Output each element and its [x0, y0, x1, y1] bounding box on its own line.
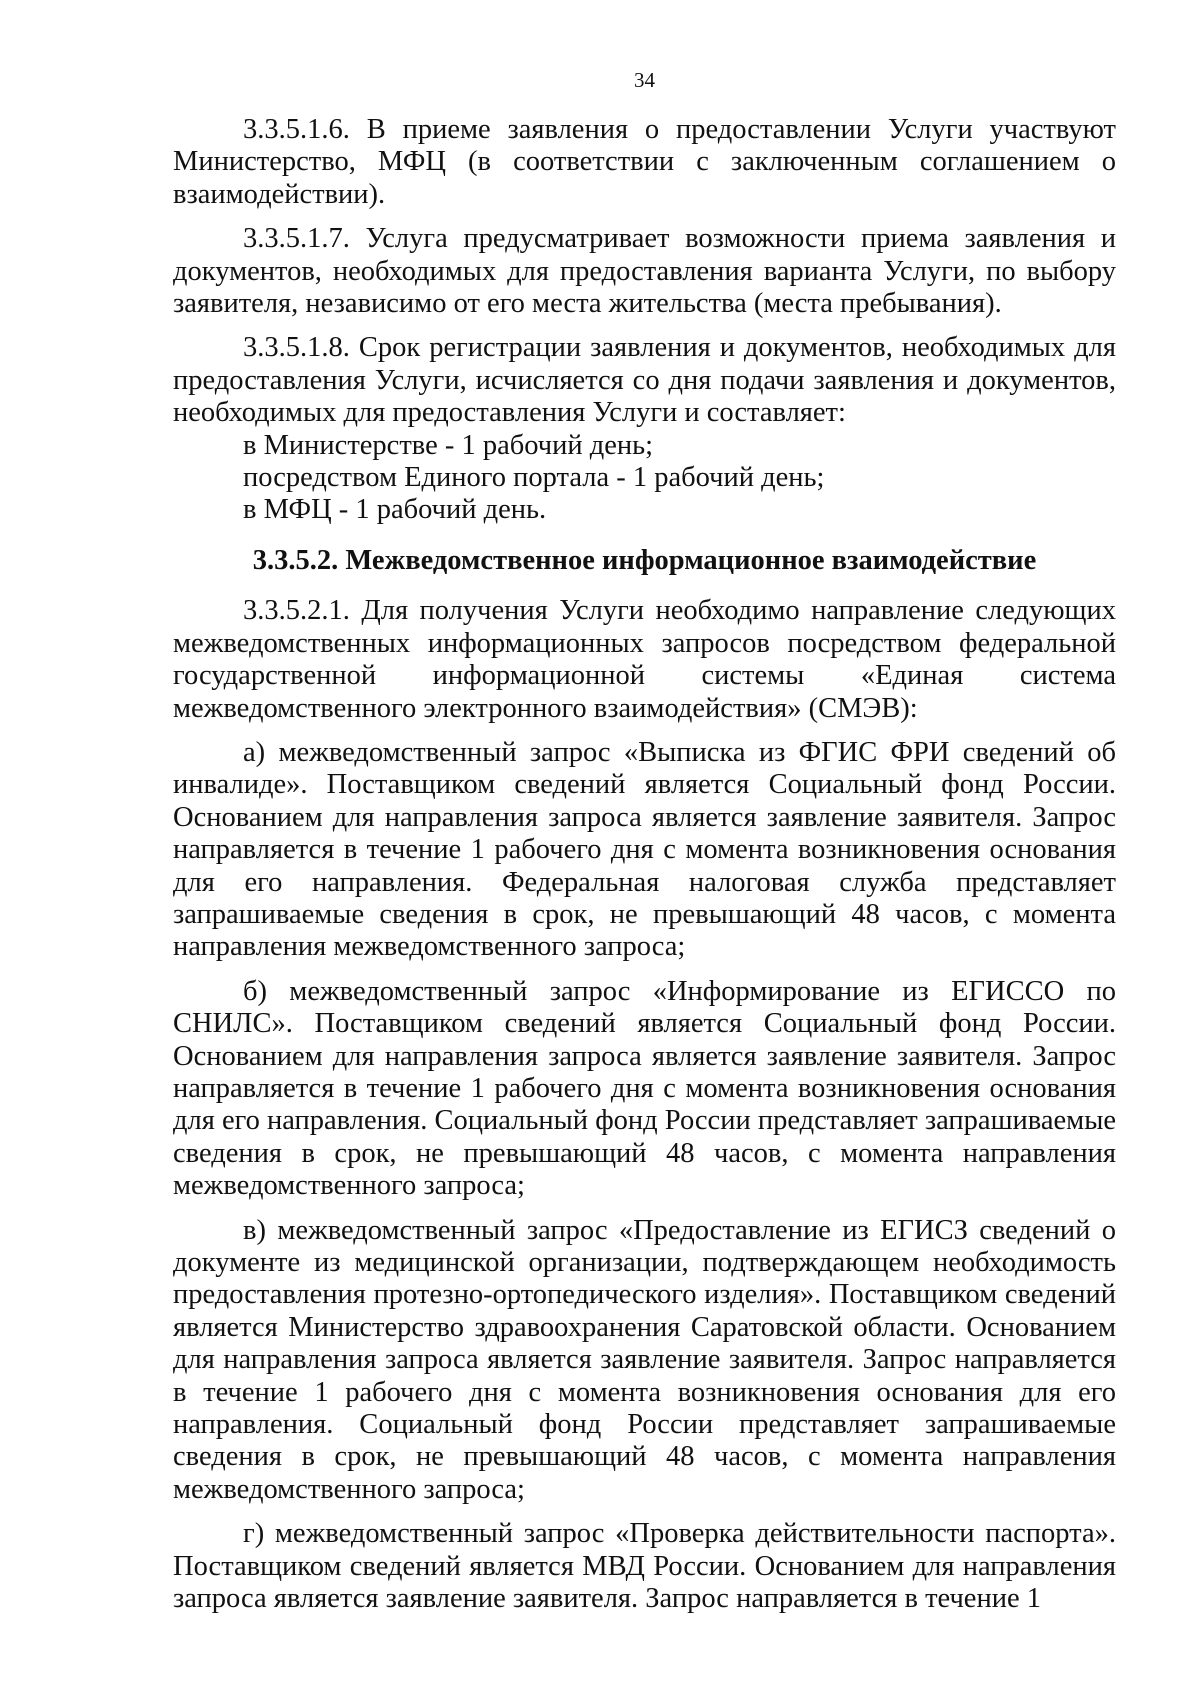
term-portal: посредством Единого портала - 1 рабочий день;: [243, 462, 825, 494]
list-item-g: г) межведомственный запрос «Проверка действительности паспорта». Поставщиком сведений является МВД России. Основанием для направления запроса является заявление заявителя. Запрос направляется в течение 1: [173, 1518, 1116, 1615]
list-item-v: в) межведомственный запрос «Предоставление из ЕГИСЗ сведений о документе из медицинской организации, подтверждающем необходимость предоставления протезно-ортопедического изделия». Поставщиком сведений является Министерство здравоохранения Саратовской области. Основанием для направления запроса является заявление заявителя. Запрос направляется в течение 1 рабочего дня с момента возникновения основания для его направления. Социальный фонд России представляет запрашиваемые сведения в срок, не превышающий 48 часов, с момента направления межведомственного запроса;: [173, 1214, 1116, 1505]
term-ministry: в Министерстве - 1 рабочий день;: [243, 429, 654, 461]
list-item-a: а) межведомственный запрос «Выписка из ФГИС ФРИ сведений об инвалиде». Поставщиком сведений является Социальный фонд России. Основанием для направления запроса является заявление заявителя. Запрос направляется в течение 1 рабочего дня с момента возникновения основания для его направления. Федеральная налоговая служба представляет запрашиваемые сведения в срок, не превышающий 48 часов, с момента направления межведомственного запроса;: [173, 736, 1116, 963]
document-page: [173, 68, 1116, 1615]
section-heading: 3.3.5.2. Межведомственное информационное взаимодействие: [252, 544, 1037, 576]
list-item-b: б) межведомственный запрос «Информирование из ЕГИССО по СНИЛС». Поставщиком сведений является Социальный фонд России. Основанием для направления запроса является заявление заявителя. Запрос направляется в течение 1 рабочего дня с момента возникновения основания для его направления. Социальный фонд России представляет запрашиваемые сведения в срок, не превышающий 48 часов, с момента направления межведомственного запроса;: [173, 975, 1116, 1202]
term-mfc: в МФЦ - 1 рабочий день.: [243, 494, 547, 526]
paragraph-3-3-5-1-8: 3.3.5.1.8. Срок регистрации заявления и документов, необходимых для предоставления Услуги, исчисляется со дня подачи заявления и документов, необходимых для предоставления Услуги и составляет:: [173, 332, 1116, 429]
paragraph-3-3-5-2-1: 3.3.5.2.1. Для получения Услуги необходимо направление следующих межведомственных информационных запросов посредством федеральной государственной информационной системы «Единая система межведомственного электронного взаимодействия» (СМЭВ):: [173, 595, 1116, 724]
page-number: 34: [634, 68, 655, 92]
paragraph-3-3-5-1-7: 3.3.5.1.7. Услуга предусматривает возможности приема заявления и документов, необходимых для предоставления варианта Услуги, по выбору заявителя, независимо от его места жительства (места пребывания).: [173, 223, 1116, 320]
paragraph-3-3-5-1-6: 3.3.5.1.6. В приеме заявления о предоставлении Услуги участвуют Министерство, МФЦ (в соответствии с заключенным соглашением о взаимодействии).: [173, 114, 1116, 210]
